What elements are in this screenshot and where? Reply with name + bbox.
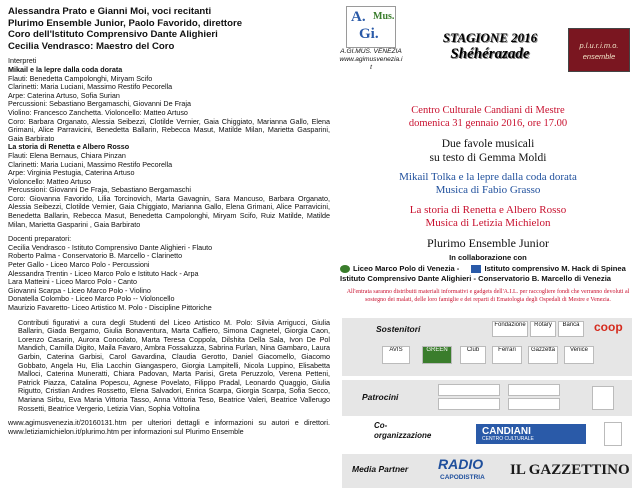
collab-hack: Istituto comprensivo M. Hack di Spinea (484, 264, 626, 273)
collab-label: In collaborazione con (449, 253, 527, 262)
agimus-logo-gi: Gi. (359, 26, 379, 42)
fable1-title: Mikail Tolka e la lepre dalla coda dorata (399, 171, 577, 183)
agimus-logo (336, 6, 403, 71)
header-line: Plurimo Ensemble Junior, Paolo Favorido, direttore (8, 17, 243, 29)
event-title-line2: su testo di Gemma Moldi (429, 152, 547, 164)
patrocini-logo (508, 398, 560, 410)
renetta-line: Percussioni: Giovanni De Fraja, Sebastiano Bergamaschi (8, 185, 191, 195)
mikail-line: Arpe: Caterina Artuso, Sofia Surian (8, 90, 120, 100)
docenti-line: Lara Matteini - Liceo Marco Polo - Canto (8, 277, 138, 287)
docenti-line: Maurizio Favaretto- Liceo Artistico M. Polo - Discipline Pittoriche (8, 303, 212, 312)
renetta-coro: Coro: Giovanna Favorido, Lilia Torcinovich, Marta Gavagnin, Sara Mancuso, Barbara Organato, Alessia Seibezzi, Clotilde Vernier, Gaia Chiggiato, Marianna Gallo, Elena Grimani, Alice Parravicini, Benedetta Ballarin, Rebecca Masut, Benedetta Campolonghi, Miryam Scifo, Ruiz Matilde, Matilde Milan, Marietta Gasparini , Gaia Barbirato (8, 193, 330, 229)
docenti-line: Peter Gallo - Liceo Marco Polo - Percussioni (8, 260, 150, 270)
renetta-line: Violoncello: Matteo Artuso (8, 176, 91, 186)
collab-block (340, 264, 636, 284)
coop-logo: coop (594, 320, 623, 334)
coorg-label: Co-organizzazione (374, 421, 432, 440)
docenti-section (8, 235, 330, 312)
docenti-label: Docenti preparatori: (8, 234, 72, 244)
renetta-line: Arpe: Virginia Pestugia, Caterina Artuso (8, 168, 135, 178)
sponsor-logo: Banca (558, 321, 584, 337)
docenti-line: Cecilia Vendrasco - Istituto Comprensivo Dante Alighieri - Flauto (8, 242, 213, 252)
fable1-music: Musica di Fabio Grasso (435, 184, 541, 196)
sponsor-logo: Club (460, 346, 486, 364)
plurimo-logo-line1: p.l.u.r.i.m.o. (579, 41, 619, 50)
patrocini-crest-icon (592, 386, 614, 410)
sostenitori-label: Sostenitori (376, 324, 421, 334)
coorganizzazione-band (342, 418, 632, 452)
fable2-music: Musica di Letizia Michielon (425, 217, 551, 229)
agimus-caption-line: www.agimusvenezia.i (339, 56, 403, 63)
docenti-line: Roberto Palma - Conservatorio B. Marcello - Clarinetto (8, 251, 183, 261)
patrocini-logo (438, 398, 500, 410)
collab-line1 (340, 264, 636, 274)
collab-marco-polo: Liceo Marco Polo di Venezia - (353, 264, 460, 273)
mikail-coro: Coro: Barbara Organato, Alessia Seibezzi, Clotilde Vernier, Gaia Chiggiato, Marianna Gallo, Elena Grimani, Alice Parravicini, Benedetta Ballarin, Rebecca Masut, Matilde Milan, Marietta Gasparini, Gaia Barbirato (8, 116, 330, 143)
fable2-title: La storia di Renetta e Albero Rosso (409, 204, 567, 216)
radio-logo-sub: CAPODISTRIA (440, 474, 485, 481)
agimus-caption-line: t (370, 64, 372, 71)
header-line: Coro dell'Istituto Comprensivo Dante Alighieri (8, 29, 218, 41)
event-venue: Centro Culturale Candiani di Mestre (411, 105, 565, 116)
media-label: Media Partner (352, 464, 409, 474)
mikail-line: Clarinetti: Maria Luciani, Massimo Restifo Pecorella (8, 82, 173, 92)
media-band (342, 454, 632, 488)
stagione-subtitle: Shéhérazade (450, 46, 530, 62)
header-block (8, 6, 330, 52)
docenti-line: Donatella Colombo - Liceo Marco Polo -- Violoncello (8, 294, 175, 304)
sostenitori-band (342, 318, 632, 376)
agimus-caption (336, 48, 406, 72)
docenti-line: Alessandra Trentin - Liceo Marco Polo e Istituto Hack - Arpa (8, 268, 199, 278)
plurimo-logo (568, 28, 630, 72)
renetta-line: Flauti: Elena Bernaus, Chiara Pinzan (8, 150, 126, 160)
event-ensemble: Plurimo Ensemble Junior (427, 236, 549, 250)
header-line: Cecilia Vendrasco: Maestro del Coro (8, 40, 175, 52)
stagione-block (410, 30, 570, 63)
agimus-logo-box (346, 6, 396, 48)
interpreti-label: Interpreti (8, 56, 37, 66)
sponsor-logo: Fondazione (492, 321, 528, 337)
event-block (340, 104, 636, 250)
event-title-line1: Due favole musicali (441, 138, 535, 150)
renetta-line: Clarinetti: Maria Luciani, Massimo Restifo Pecorella (8, 159, 173, 169)
agimus-logo-a: A. (351, 9, 366, 25)
interpreti-section (8, 57, 330, 229)
hack-logo-icon (471, 265, 481, 273)
venezia-crest-icon (604, 422, 622, 446)
patrocini-label: Patrocini (362, 392, 399, 402)
docenti-line: Giovanni Scarpa - Liceo Marco Polo - Violino (8, 285, 151, 295)
collab-line2: Istituto Comprensivo Dante Alighieri - Conservatorio B. Marcello di Venezia (340, 274, 612, 283)
candiani-logo (476, 424, 586, 444)
agimus-logo-mus: Mus. (373, 11, 395, 22)
patrocini-band (342, 380, 632, 416)
candiani-logo-title: CANDIANI (482, 426, 531, 437)
radio-logo: RADIO (438, 456, 484, 472)
header-line: Alessandra Prato e Gianni Moi, voci recitanti (8, 6, 212, 17)
stagione-title: STAGIONE 2016 (442, 30, 538, 45)
left-column (8, 6, 330, 436)
mikail-line: Violino: Francesco Zanchetta. Violoncello: Matteo Artuso (8, 107, 188, 117)
agimus-caption-line: A.GI.MUS. VENEZIA (340, 48, 402, 55)
footer-links: www.agimusvenezia.it/20160131.htm per ulteriori dettagli e informazioni su autori e direttori. www.letiziamichielon.it/plurimo.htm per informazioni sul Plurimo Ensemble (8, 418, 330, 436)
event-date: domenica 31 gennaio 2016, ore 17.00 (408, 118, 568, 129)
sponsor-logo: AVIS (382, 346, 410, 364)
gazzettino-logo: IL GAZZETTINO (510, 462, 630, 478)
sponsor-logo: Rotary (530, 321, 556, 337)
ail-notice: All'entrata saranno distribuiti materiali informativi e gadgets dell'A.I.L. per raccogliere fondi che verranno devoluti al sostegno dei malati, delle loro famiglie e dei reparti di Ematologia degli Ospedali di Mestre e Venezia. (346, 289, 630, 303)
marco-polo-logo-icon (340, 265, 350, 273)
candiani-logo-sub: CENTRO CULTURALE (482, 436, 534, 442)
mikail-line: Percussioni: Sebastiano Bergamaschi, Giovanni De Fraja (8, 99, 191, 109)
plurimo-logo-line2: ensemble (582, 52, 616, 61)
mikail-title: Mikail e la lepre dalla coda dorata (8, 64, 123, 74)
sponsor-logo: Ferrari (492, 346, 522, 364)
sponsor-logo: Gazzetta (528, 346, 558, 364)
contributi-paragraph: Contributi figurativi a cura degli Studenti del Liceo Artistico M. Polo: Silvia Arrigucci, Giulia Ballarin, Giada Bergamo, Giulia Bonaventura, Marta Caffiero, Simona Cagnetel, Giorgia Caon, Lorenzo Casarin, Aurora Concolato, Marta Teresa Coppola, Dilshita Della Sala, Ivon De Pol Mandich, Camilla Digito, Maila Favaro, Ambra Fossaluzza, Sabrina Furlan, Nina Gambaro, Laura Garbin, Caterina Garbisi, Carol Gavardina, Claudia Gerotto, Daniel Giacomello, Giacomo Gobbato, Angela Hu, Elia Lacchin Giangaspero, Giorgia Lampitelli, Nicola Luppino, Elisabetta Malloci, Caterina Muneratti, Chiara Padovan, Marta Parisi, Greta Peruzzolo, Verena Petteni, Patrick Piazza, Catalina Popescu, Agnese Povelato, Filippo Pradal, Leonardo Quaggio, Giulia Rigutto, Cristian Andres Rossetto, Elena Salvadori, Enrica Scarpa, Giorgia Scarpa, Sofia Secco, Mariana Sirbu, Eva Maria Vittoria Tasso, Anna Vittoria Teso, Beatrice Valeri, Beatrice Vallerugo Rossetti, Beatrice Vergerio, Letizia Vian, Sophia Voltolina (18, 317, 330, 413)
patrocini-logo (508, 384, 560, 396)
patrocini-logo (438, 384, 500, 396)
mikail-line: Flauti: Benedetta Campolonghi, Miryam Scifo (8, 73, 153, 83)
renetta-title: La storia di Renetta e Albero Rosso (8, 142, 130, 152)
sponsor-logo: GREEN (422, 346, 452, 364)
sponsor-logo: Venice (564, 346, 594, 364)
